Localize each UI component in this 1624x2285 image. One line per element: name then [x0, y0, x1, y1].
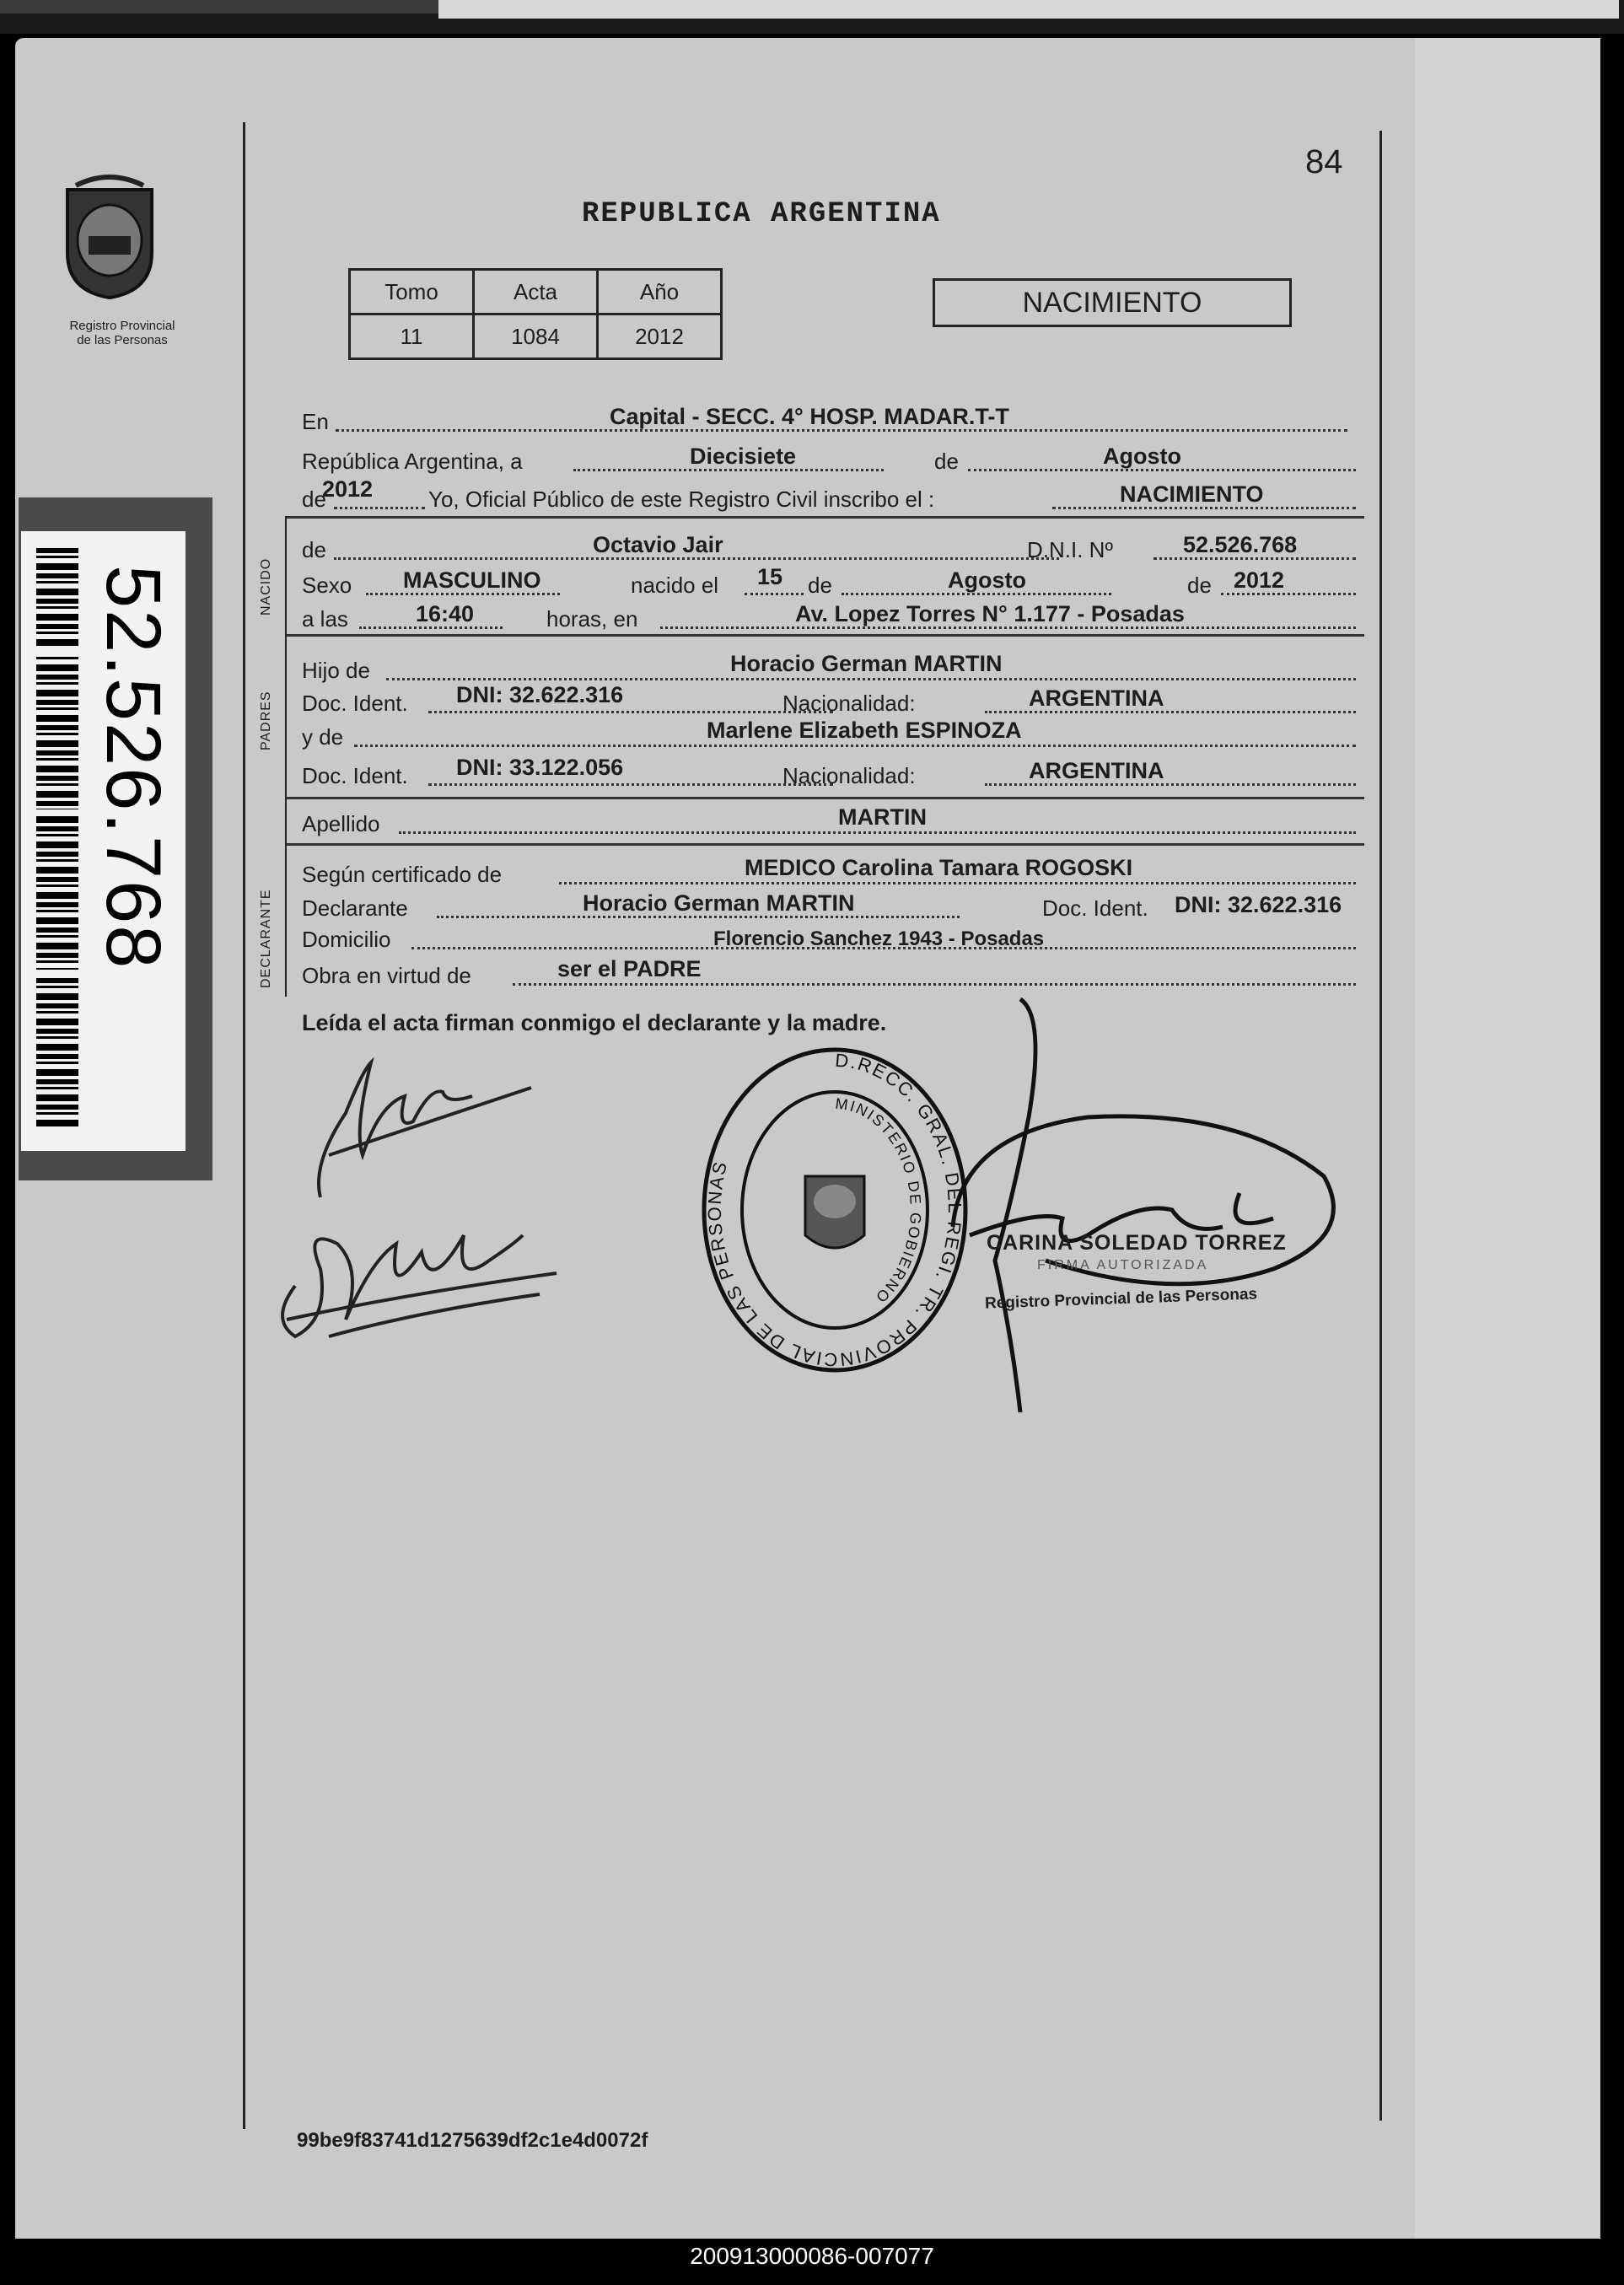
section-separator: [287, 634, 1364, 637]
page-number: 84: [1305, 143, 1343, 180]
field-value-declarante-doc: DNI: 32.622.316: [1175, 892, 1342, 917]
province-seal-icon: [59, 173, 160, 299]
field-row-padre-doc: [302, 682, 1364, 718]
field-row-inscripcion: [302, 476, 1364, 514]
field-value-padre-doc: DNI: 32.622.316: [456, 682, 624, 707]
closing-statement: Leída el acta firman conmigo el declarante y la madre.: [302, 1010, 887, 1035]
field-value-hora: 16:40: [416, 601, 475, 626]
mother-signature: [270, 1193, 573, 1353]
field-label: Apellido: [302, 811, 380, 836]
field-row-declarante: [302, 890, 1364, 923]
barcode-label: [19, 497, 212, 1180]
field-label: Obra en virtud de: [302, 963, 471, 988]
field-value-lugar-nacimiento: Av. Lopez Torres N° 1.177 - Posadas: [795, 601, 1185, 626]
official-role: FIRMA AUTORIZADA: [1037, 1258, 1209, 1272]
barcode-sticker: [21, 531, 186, 1151]
field-label: Doc. Ident.: [1042, 895, 1148, 921]
field-value-madre-doc: DNI: 33.122.056: [456, 755, 624, 780]
side-label-padres: PADRES: [259, 691, 273, 750]
field-label: Doc. Ident.: [302, 763, 408, 788]
stamp-ring-text: D.RECC. GRAL. DEL REGI. TR. PROVINCIAL DE LAS PERSONAS: [703, 1049, 966, 1371]
dotted-line: [399, 831, 1356, 834]
field-label: de: [934, 449, 959, 474]
field-value-nacido-anio: 2012: [1234, 567, 1285, 593]
field-label: Doc. Ident.: [302, 691, 408, 716]
dotted-line: [559, 882, 1356, 884]
field-value-declarante: Horacio German MARTIN: [583, 890, 855, 916]
table-header-acta: Acta: [474, 270, 598, 315]
top-strip: [0, 0, 1624, 34]
field-value-sexo: MASCULINO: [403, 567, 541, 593]
field-row-lugar: [302, 403, 1364, 437]
barcode-number: 52.526.768: [90, 565, 176, 970]
official-signature: [919, 982, 1358, 1421]
field-value-mes: Agosto: [1103, 444, 1181, 469]
field-row-nombre: [302, 531, 1364, 565]
side-label-nacido: NACIDO: [259, 557, 273, 616]
field-label: Nacionalidad:: [782, 691, 916, 716]
field-label: de: [808, 573, 832, 598]
stamp-inner-text: MINISTERIO DE GOBIERNO: [834, 1094, 925, 1307]
field-value-padre: Horacio German MARTIN: [730, 651, 1003, 676]
dotted-line: [334, 507, 425, 509]
field-value-madre-nacionalidad: ARGENTINA: [1029, 758, 1164, 783]
sheet-margin: [1415, 38, 1600, 2239]
field-label: de: [302, 487, 326, 512]
field-value-nombre: Octavio Jair: [593, 532, 723, 557]
left-frame-line: [243, 122, 245, 2129]
field-row-apellido: [302, 805, 1364, 839]
field-value-certificado: MEDICO Carolina Tamara ROGOSKI: [745, 855, 1133, 880]
register-table: [348, 268, 723, 360]
dotted-line: [428, 711, 833, 713]
section-separator: [287, 516, 1364, 519]
field-label: D.N.I. Nº: [1027, 537, 1113, 562]
field-row-sexo: [302, 564, 1364, 600]
barcode-gap: [36, 649, 78, 654]
field-value-domicilio: Florencio Sanchez 1943 - Posadas: [713, 927, 1045, 950]
declarant-signature: [304, 1037, 557, 1206]
document-title: REPUBLICA ARGENTINA: [582, 198, 941, 230]
section-separator: [287, 843, 1364, 846]
barcode-gap: [36, 809, 78, 815]
document-hash: 99be9f83741d1275639df2c1e4d0072f: [297, 2129, 648, 2152]
field-label: Domicilio: [302, 927, 391, 952]
field-row-certificado: [302, 856, 1364, 890]
barcode-bars: [36, 548, 78, 1130]
official-name: CARINA SOLEDAD TORREZ: [987, 1231, 1287, 1255]
dotted-line: [428, 783, 833, 786]
field-row-domicilio: [302, 921, 1364, 954]
field-value-nacido-dia: 15: [757, 564, 783, 589]
logo-caption-line: Registro Provincial: [69, 319, 175, 333]
footer-id: 200913000086-007077: [690, 2243, 934, 2269]
field-value-padre-nacionalidad: ARGENTINA: [1029, 686, 1164, 711]
field-value-dni: 52.526.768: [1183, 532, 1298, 557]
field-label: Yo, Oficial Público de este Registro Civil inscribo el :: [428, 487, 935, 512]
table-header-anio: Año: [598, 270, 722, 315]
table-header-tomo: Tomo: [350, 270, 474, 315]
field-label: Hijo de: [302, 658, 370, 683]
logo-caption: [34, 319, 211, 347]
field-value-apellido: MARTIN: [838, 804, 927, 830]
field-value-inscripcion: NACIMIENTO: [1120, 481, 1264, 507]
field-label: de: [302, 537, 326, 562]
field-label: Según certificado de: [302, 862, 503, 887]
field-row-padre: [302, 652, 1364, 686]
field-label: horas, en: [546, 606, 638, 632]
background-page: [0, 0, 438, 13]
field-label: Declarante: [302, 895, 408, 921]
right-frame-line: [1379, 131, 1382, 2121]
field-label: y de: [302, 724, 344, 750]
field-label: Sexo: [302, 573, 352, 598]
field-row-madre: [302, 718, 1364, 752]
field-label: nacido el: [631, 573, 719, 598]
field-value-madre: Marlene Elizabeth ESPINOZA: [707, 718, 1022, 743]
field-value-anio: 2012: [322, 476, 374, 502]
field-row-madre-doc: [302, 757, 1364, 791]
field-row-hora: [302, 600, 1364, 634]
field-value-nacido-mes: Agosto: [948, 567, 1026, 593]
field-value-lugar: Capital - SECC. 4° HOSP. MADAR.T-T: [610, 404, 1009, 429]
section-separator: [287, 797, 1364, 799]
background-page: [438, 0, 1619, 19]
field-value-dia: Diecisiete: [690, 444, 797, 469]
table-cell-acta: 1084: [474, 315, 598, 359]
official-office: Registro Provincial de las Personas: [984, 1285, 1258, 1313]
field-row-fecha: [302, 443, 1364, 476]
dotted-line: [354, 745, 1356, 747]
table-cell-anio: 2012: [598, 315, 722, 359]
act-type-box: NACIMIENTO: [933, 278, 1292, 327]
field-label: Nacionalidad:: [782, 763, 916, 788]
barcode-gap: [36, 970, 78, 975]
table-cell-tomo: 11: [350, 315, 474, 359]
dotted-line: [386, 678, 1356, 680]
side-label-declarante: DECLARANTE: [259, 889, 273, 988]
field-label: En: [302, 409, 329, 434]
section-divider-line: [285, 516, 287, 997]
field-label: de: [1187, 573, 1212, 598]
field-value-obra: ser el PADRE: [557, 956, 702, 981]
dotted-line: [745, 593, 804, 595]
logo-caption-line: de las Personas: [77, 333, 168, 347]
field-label: República Argentina, a: [302, 449, 523, 474]
official-stamp: [696, 1041, 974, 1379]
field-label: a las: [302, 606, 348, 632]
